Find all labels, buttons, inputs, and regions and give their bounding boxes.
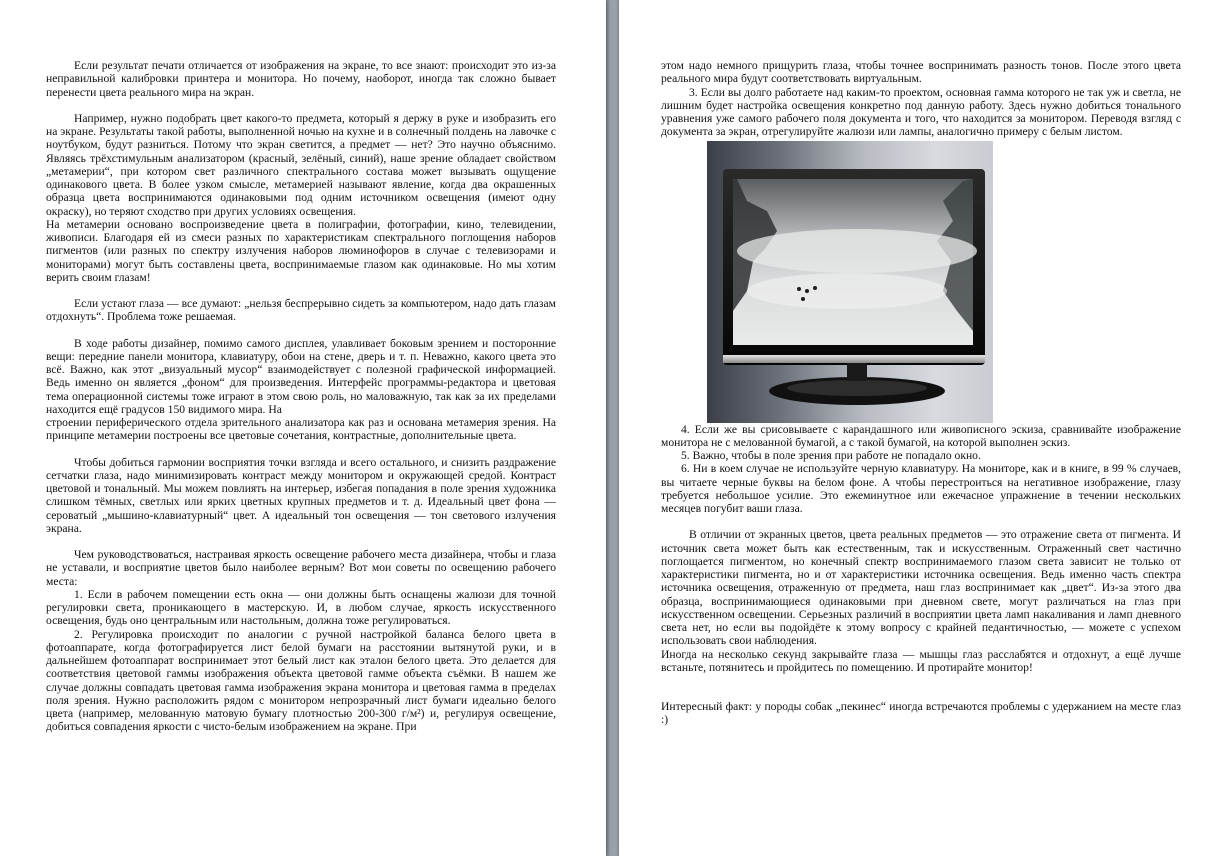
document-page-left[interactable] [0,0,606,856]
paragraph: Чтобы добиться гармонии восприятия точки взгляда и всего остального, и снизить раздражение сетчатки глаза, надо минимизировать контраст между монитором и окружающей средой. Контраст цветовой и тональный. Мы можем повлиять на интерьер, избегая попадания в поле зрения художника слишком тёмных, светлых или ярких цветных крупных предметов и т. д. Идеальный цвет фона — сероватый „мышино-клавиатурный“ цвет. А идеальный тон освещения — тон светового излучения экрана. [46,455,556,535]
page-text-column [661,59,1181,727]
list-item: 6. Ни в коем случае не используйте черную клавиатуру. На мониторе, как и в книге, в 99 % случаев, вы читаете черные буквы на белом фоне. А чтобы перестроиться на негативное изображение, глазу требуется небольшое усилие. Это ежеминутное или ежечасное упражнение в течении нескольких месяцев погубит ваши глаза. [661,462,1181,515]
paragraph: Иногда на несколько секунд закрывайте глаза — мышцы глаз расслабятся и отдохнут, а ещё лучше встаньте, потянитесь и пройдитесь по помещению. И протирайте монитор! [661,647,1181,674]
list-item: 4. Если же вы срисовываете с карандашного или живописного эскиза, сравнивайте изображение монитора не с мелованной бумагой, а с такой бумагой, на которой выполнен эскиз. [661,422,1181,449]
paragraph: Интересный факт: у породы собак „пекинес“ иногда встречаются проблемы с удержанием на месте глаз :) [661,700,1181,727]
paragraph: Например, нужно подобрать цвет какого-то предмета, который я держу в руке и изобразить его на экране. Результаты такой работы, выполненной ночью на кухне и в солнечный полдень на лавочке с ноутбуком, будут разниться. Потому что экран светится, а предмет — нет? Это научно объяснимо. Являясь трёхстимульным анализатором (красный, зелёный, синий), наше зрение обладает свойством „метамерии“, при котором свет различного спектрального состава может вызывать ощущение одинакового цвета. В более узком смысле, метамерией называют явление, когда два окрашенных образца цвета воспринимаются одинаковыми под одним источником освещения (имеют одну окраску), но теряют сходство при других условиях освещения. [46,111,556,218]
paragraph: Если результат печати отличается от изображения на экране, то все знают: происходит это из-за неправильной калибровки принтера и монитора. Но почему, наоборот, иногда так сложно бывает перенести цвета реального мира на экран. [46,59,556,99]
paragraph: строении периферического отдела зрительного анализатора как раз и основана метамерия зрения. На принципе метамерии построены все цветовые сочетания, контрастные, дополнительные цвета. [46,416,556,443]
paragraph: На метамерии основано воспроизведение цвета в полиграфии, фотографии, кино, телевидении, живописи. Благодаря ей из смеси разных по характеристикам спектрального поглощения наборов пигментов (или разных по спектру излучения наборов люминофоров в случае с телевизорами и мониторами) могут быть составлены цвета, воспринимаемые глазом как одинаковые. Но мы хотим верить своим глазам! [46,217,556,284]
document-page-right[interactable] [619,0,1224,856]
list-item: 5. Важно, чтобы в поле зрения при работе не попадало окно. [681,449,981,462]
paragraph: В ходе работы дизайнер, помимо самого дисплея, улавливает боковым зрением и посторонние вещи: передние панели монитора, клавиатуру, обои на стене, дверь и т. п. Неважно, какого цвета это всё. Важно, как этот „визуальный мусор“ взаимодействует с полезной графической информацией. Ведь именно он является „фоном“ для произведения. Интерфейс программы-редактора и цветовая тема операционной системы тоже играют в этом свою роль, но маловажную, так как за их пределами находится ещё градусов 150 видимого мира. На [46,336,556,416]
paragraph: В отличии от экранных цветов, цвета реальных предметов — это отражение света от пигмента. И источник света может быть как естественным, так и искусственным. Отраженный свет частично поглощается пигментом, но конечный спектр воспринимаемого глазом света зависит не только от характеристики пигмента, но и от характеристики источника освещения. Ведь именно часть спектра источника освещения, отраженную от предмета, наш глаз воспринимает как „цвет“. Из-за этого два образца, воспринимающиеся одинаковыми при дневном свете, могут различаться на глаз при искусственном освещении. Серьезных различий в восприятии цвета ламп накаливания и ламп дневного света нет, но если вы подойдёте к этому вопросу с крайней педантичностью, — можете с успехом использовать свои наблюдения. [661,528,1181,648]
page-text-column [46,59,556,734]
monitor-photo [707,141,993,423]
list-item: 3. Если вы долго работаете над каким-то проектом, основная гамма которого не так уж и светла, не лишним будет настройка освещения конкретно под данную работу. Здесь нужно добиться тонального уравнения уже самого рабочего поля документа и того, что находится за монитором. Переводя взгляд с документа за экран, отрегулируйте жалюзи или лампы, аналогично примеру с белым листом. [661,85,1181,139]
list-item: 2. Регулировка происходит по аналогии с ручной настройкой баланса белого цвета в фотоаппарате, когда фотографируется лист белой бумаги на расстоянии вытянутой руки, и в дальнейшем фотоаппарат воспринимает этот белый лист как эталон белого цвета. Это делается для соответствия цветовой гаммы изображения объекта цветовой гамме объекта съёмки. В нашем же случае должны совпадать цветовая гамма изображения экрана монитора и цветовая гамма в пределах поля зрения. Нужно расположить рядом с монитором непрозрачный лист бумаги идеально белого цвета (например, мелованную матовую бумагу плотностью 200-300 г/м²) и, регулируя освещение, добиться совпадения яркости с чисто-белым изображением на экране. При [46,627,556,734]
list-item: 1. Если в рабочем помещении есть окна — они должны быть оснащены жалюзи для точной регулировки света, проникающего в мастерскую. И, в любом случае, яркость искусственного освещения, будь оно центральным или настольным, должна тоже регулироваться. [46,587,556,628]
paragraph: Чем руководствоваться, настраивая яркость освещение рабочего места дизайнера, чтобы и глаза не уставали, и восприятие цветов было наиболее верным? Вот мои советы по освещению рабочего места: [46,548,556,588]
paragraph: этом надо немного прищурить глаза, чтобы точнее воспринимать разность тонов. После этого цвета реального мира будут соответствовать виртуальным. [661,59,1181,86]
paragraph: Если устают глаза — все думают: „нельзя беспрерывно сидеть за компьютером, надо дать глазам отдохнуть“. Проблема тоже решаемая. [46,297,556,324]
monitor-illustration [707,141,993,423]
